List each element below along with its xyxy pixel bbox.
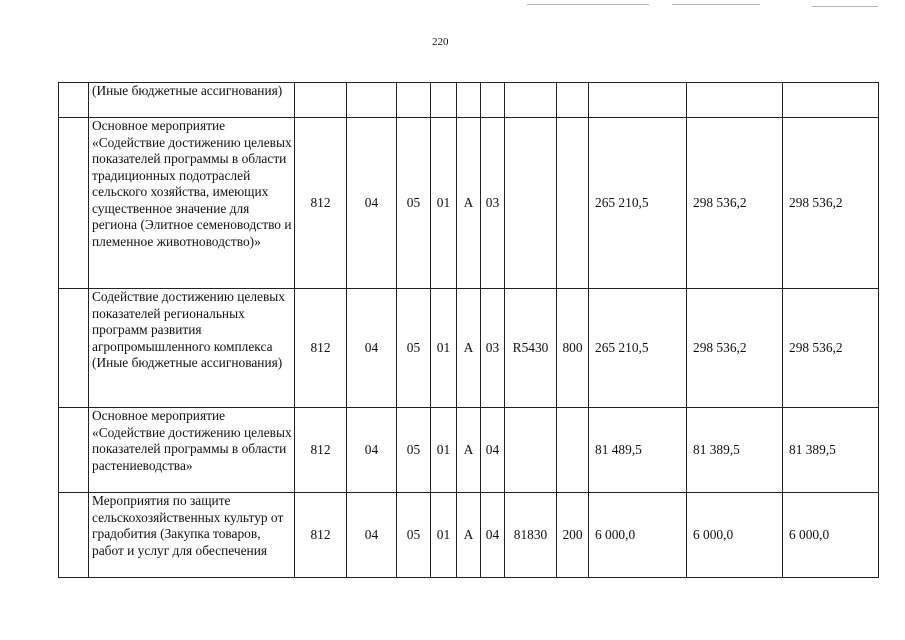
row-index-cell <box>59 118 89 289</box>
program-code-cell: 01 <box>431 289 457 408</box>
amount-year-3-cell <box>783 83 879 118</box>
direction-code-cell <box>505 408 557 493</box>
amount-year-2-cell: 298 536,2 <box>687 289 783 408</box>
amount-year-3-cell: 81 389,5 <box>783 408 879 493</box>
section-code-cell: 04 <box>347 408 397 493</box>
amount-year-3-cell: 6 000,0 <box>783 493 879 578</box>
row-index-cell <box>59 408 89 493</box>
event-code-cell <box>481 83 505 118</box>
direction-code-cell: R5430 <box>505 289 557 408</box>
row-index-cell <box>59 493 89 578</box>
expense-type-cell: 800 <box>557 289 589 408</box>
event-code-cell: 03 <box>481 289 505 408</box>
amount-year-1-cell: 81 489,5 <box>589 408 687 493</box>
program-code-cell: 01 <box>431 408 457 493</box>
program-code-cell: 01 <box>431 118 457 289</box>
table-row <box>59 408 879 493</box>
scan-artifact-line <box>812 6 878 7</box>
description-cell: Мероприятия по защите сельскохозяйственных культур от градобития (Закупка товаров, работ и услуг для обеспечения <box>89 493 295 578</box>
page-number: 220 <box>432 36 449 48</box>
amount-year-2-cell: 81 389,5 <box>687 408 783 493</box>
amount-year-3-cell: 298 536,2 <box>783 118 879 289</box>
event-code-cell: 04 <box>481 408 505 493</box>
section-code-cell: 04 <box>347 493 397 578</box>
description-cell: Основное мероприятие «Содействие достижению целевых показателей программы в области традиционных подотраслей сельского хозяйства, имеющих существенное значение для региона (Элитное семеноводство и племенное животноводство)» <box>89 118 295 289</box>
table-row <box>59 83 879 118</box>
amount-year-3-cell: 298 536,2 <box>783 289 879 408</box>
amount-year-1-cell: 265 210,5 <box>589 289 687 408</box>
ministry-code-cell <box>295 83 347 118</box>
row-index-cell <box>59 289 89 408</box>
row-index-cell <box>59 83 89 118</box>
section-code-cell <box>347 83 397 118</box>
expense-type-cell <box>557 83 589 118</box>
amount-year-2-cell <box>687 83 783 118</box>
ministry-code-cell: 812 <box>295 408 347 493</box>
subprogram-code-cell: А <box>457 493 481 578</box>
section-code-cell: 04 <box>347 289 397 408</box>
scan-artifact-line <box>672 4 760 5</box>
subprogram-code-cell <box>457 83 481 118</box>
table-row <box>59 289 879 408</box>
subsection-code-cell <box>397 83 431 118</box>
direction-code-cell: 81830 <box>505 493 557 578</box>
event-code-cell: 03 <box>481 118 505 289</box>
amount-year-2-cell: 6 000,0 <box>687 493 783 578</box>
subprogram-code-cell: А <box>457 118 481 289</box>
description-cell: Содействие достижению целевых показателей региональных программ развития агропромышленного комплекса (Иные бюджетные ассигнования) <box>89 289 295 408</box>
table-row <box>59 118 879 289</box>
section-code-cell: 04 <box>347 118 397 289</box>
direction-code-cell <box>505 83 557 118</box>
amount-year-2-cell: 298 536,2 <box>687 118 783 289</box>
amount-year-1-cell: 6 000,0 <box>589 493 687 578</box>
amount-year-1-cell: 265 210,5 <box>589 118 687 289</box>
event-code-cell: 04 <box>481 493 505 578</box>
description-cell: Основное мероприятие «Содействие достижению целевых показателей программы в области растениеводства» <box>89 408 295 493</box>
subsection-code-cell: 05 <box>397 289 431 408</box>
expense-type-cell: 200 <box>557 493 589 578</box>
subprogram-code-cell: А <box>457 408 481 493</box>
expense-type-cell <box>557 408 589 493</box>
ministry-code-cell: 812 <box>295 289 347 408</box>
subsection-code-cell: 05 <box>397 408 431 493</box>
description-cell: (Иные бюджетные ассигнования) <box>89 83 295 118</box>
ministry-code-cell: 812 <box>295 493 347 578</box>
amount-year-1-cell <box>589 83 687 118</box>
program-code-cell: 01 <box>431 493 457 578</box>
table-row <box>59 493 879 578</box>
subsection-code-cell: 05 <box>397 118 431 289</box>
direction-code-cell <box>505 118 557 289</box>
subsection-code-cell: 05 <box>397 493 431 578</box>
budget-table <box>58 82 879 578</box>
program-code-cell <box>431 83 457 118</box>
subprogram-code-cell: А <box>457 289 481 408</box>
scan-artifact-line <box>527 4 649 5</box>
ministry-code-cell: 812 <box>295 118 347 289</box>
expense-type-cell <box>557 118 589 289</box>
